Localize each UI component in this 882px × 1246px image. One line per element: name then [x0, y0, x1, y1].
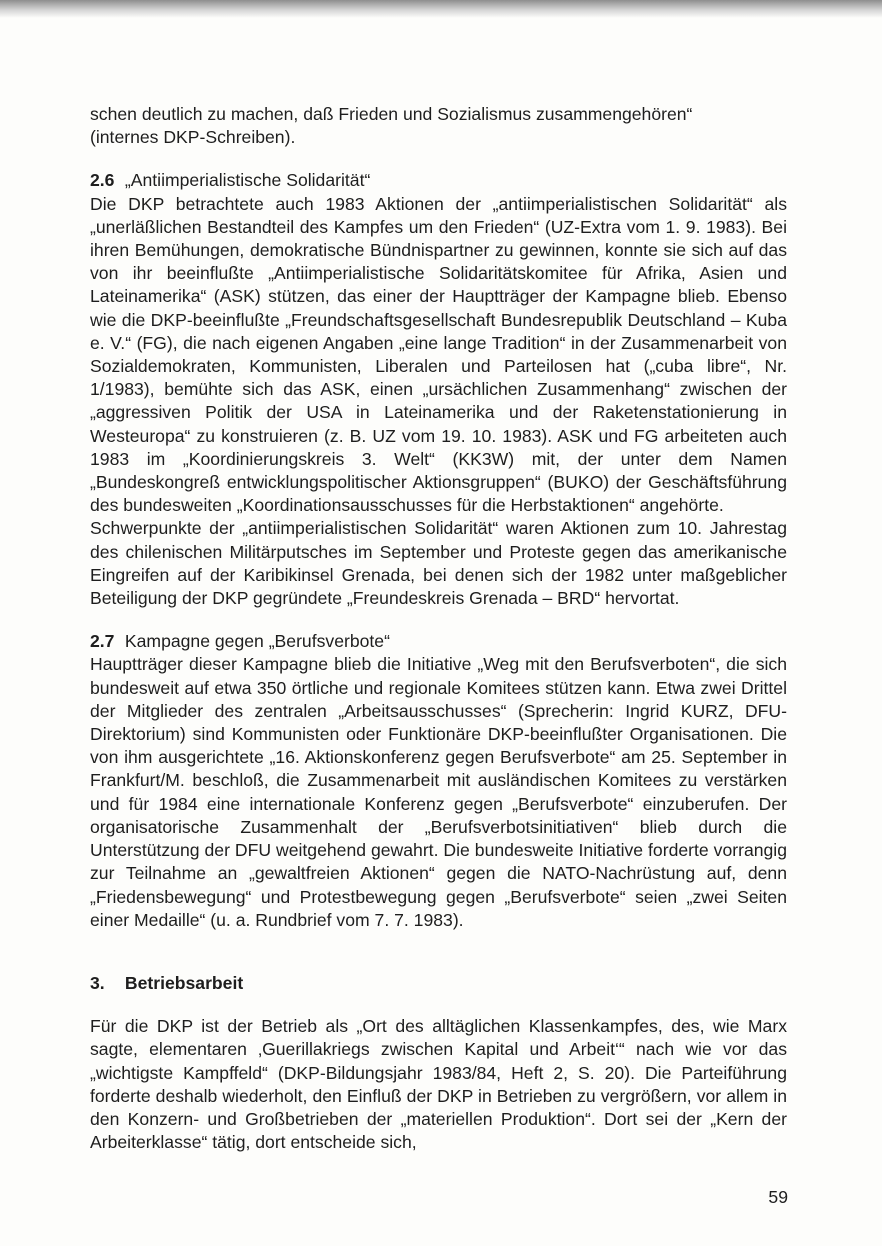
intro-block [90, 103, 787, 149]
paragraph: Hauptträger dieser Kampagne blieb die Initiative „Weg mit den Berufsverboten“, die sich bundesweit auf etwa 350 örtliche und regionale Komitees stützen kann. Etwa zwei Drittel der Mitglieder des zentralen „Arbeitsausschusses“ (Sprecherin: Ingrid KURZ, DFU-Direktorium) sind Kommunisten oder Funktionäre DKP-beeinflußter Organisationen. Die von ihm ausgerichtete „16. Aktionskonferenz gegen Berufsverbote“ am 25. September in Frankfurt/M. beschloß, die Zusammenarbeit mit ausländischen Komitees zu verstärken und für 1984 eine internationale Konferenz gegen „Berufsverbote“ einzuberufen. Der organisatorische Zusammenhalt der „Berufsverbotsinitiativen“ blieb durch die Unterstützung der DFU weitgehend gewahrt. Die bundesweite Initiative forderte vorrangig zur Teilnahme an „gewaltfreien Aktionen“ gegen die NATO-Nachrüstung auf, denn „Friedensbewegung“ und Protestbewegung gegen „Berufsverbote“ seien „zwei Seiten einer Medaille“ (u. a. Rundbrief vom 7. 7. 1983). [90, 654, 787, 930]
section-title: Kampagne gegen „Berufsverbote“ [124, 631, 390, 652]
section-heading [90, 630, 787, 653]
section-2-7 [90, 630, 787, 932]
document-page [90, 103, 787, 1154]
section-2-6 [90, 169, 787, 610]
page-number: 59 [768, 1187, 788, 1207]
section-3 [90, 972, 787, 1154]
section-title: „Antiimperialistische Solidarität“ [124, 170, 371, 191]
section-number: 2.7 [90, 631, 115, 652]
intro-line: schen deutlich zu machen, daß Frieden und Sozialismus zusammengehören“ [90, 104, 693, 124]
paragraph: Für die DKP ist der Betrieb als „Ort des alltäglichen Klassenkampfes, des, wie Marx sagte, elementaren ‚Guerillakriegs zwischen Kapital und Arbeit‘“ nach wie vor das „wichtigste Kampffeld“ (DKP-Bildungsjahr 1983/84, Heft 2, S. 20). Die Parteiführung forderte deshalb wiederholt, den Einfluß der DKP in Betrieben zu vergrößern, vor allem in den Konzern- und Großbetrieben der „materiellen Produktion“. Dort sei der „Kern der Arbeiterklasse“ tätig, dort entscheide sich, [90, 1016, 787, 1153]
section-heading [90, 169, 787, 192]
scan-top-shadow [0, 0, 882, 18]
paragraph: Die DKP betrachtete auch 1983 Aktionen der „antiimperialistischen Solidarität“ als „unerläßlichen Bestandteil des Kampfes um den Frieden“ (UZ-Extra vom 1. 9. 1983). Bei ihren Bemühungen, demokratische Bündnispartner zu gewinnen, konnte sie sich auf das von ihr beeinflußte „Antiimperialistische Solidaritätskomitee für Afrika, Asien und Lateinamerika“ (ASK) stützen, das einer der Hauptträger der Kampagne blieb. Ebenso wie die DKP-beeinflußte „Freundschaftsgesellschaft Bundesrepublik Deutschland – Kuba e. V.“ (FG), die nach eigenen Angaben „eine lange Tradition“ in der Zusammenarbeit von Sozialdemokraten, Kommunisten, Liberalen und Parteilosen hat („cuba libre“, Nr. 1/1983), bemühte sich das ASK, einen „ursächlichen Zusammenhang“ zwischen der „aggressiven Politik der USA in Lateinamerika und der Raketenstationierung in Westeuropa“ zu konstruieren (z. B. UZ vom 19. 10. 1983). ASK und FG arbeiteten auch 1983 im „Koordinierungskreis 3. Welt“ (KK3W) mit, der unter dem Namen „Bundeskongreß entwicklungspolitischer Aktionsgruppen“ (BUKO) der Geschäftsführung des bundesweiten „Koordinationsausschusses für die Herbstaktionen“ angehörte. [90, 193, 787, 516]
section-number: 3. [90, 972, 105, 993]
section-title: Betriebsarbeit [124, 972, 244, 993]
section-number: 2.6 [90, 170, 115, 191]
section-heading [90, 972, 787, 995]
paragraph: Schwerpunkte der „antiimperialistischen Solidarität“ waren Aktionen zum 10. Jahrestag des chilenischen Militärputsches im September und Proteste gegen das amerikanische Eingreifen auf der Karibikinsel Grenada, bei denen sich der 1982 unter maßgeblicher Beteiligung der DKP gegründete „Freundeskreis Grenada – BRD“ hervortat. [90, 518, 787, 609]
intro-line: (internes DKP-Schreiben). [90, 127, 296, 148]
